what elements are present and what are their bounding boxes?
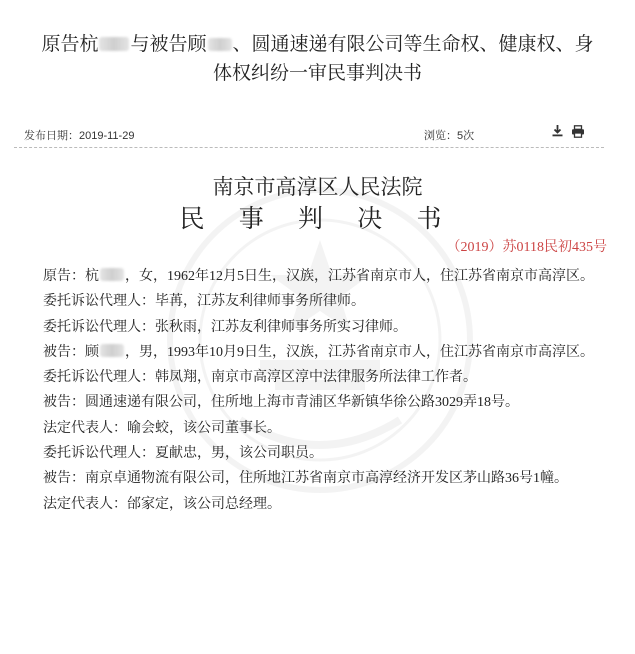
judgment-body: [12, 264, 604, 517]
paragraph: 被告：南京卓通物流有限公司，住所地江苏省南京市高淳经济开发区茅山路36号1幢。: [43, 471, 568, 487]
title-part: 、圆通速递有限公司等生命权、健康权、身: [232, 33, 594, 55]
document-title: [10, 30, 625, 88]
paragraph: 法定代表人：邰家定，该公司总经理。: [43, 496, 281, 512]
download-icon[interactable]: [551, 124, 564, 140]
paragraph: 被告：圆通速递有限公司，住所地上海市青浦区华新镇华徐公路3029弄18号。: [43, 395, 519, 411]
view-count: 浏览：5次: [424, 130, 475, 142]
print-icon[interactable]: [571, 125, 585, 138]
redacted-name: [99, 37, 129, 51]
meta-bar: [14, 124, 604, 144]
paragraph: 被告：顾 ，男，1993年10月9日生，汉族，江苏省南京市人，住江苏省南京市高淳区。: [43, 344, 594, 360]
paragraph: 法定代表人：喻会蛟，该公司董事长。: [43, 420, 281, 436]
publish-date: 发布日期：2019-11-29: [24, 130, 135, 142]
redacted-name: [100, 268, 124, 281]
title-line-2: 体权纠纷一审民事判决书: [212, 62, 422, 84]
court-name: 南京市高淳区人民法院: [212, 175, 423, 199]
title-part: 与被告顾: [130, 33, 207, 55]
paragraph: 委托诉讼代理人：张秋雨，江苏友利律师事务所实习律师。: [43, 319, 407, 335]
divider: [14, 147, 604, 148]
paragraph: 委托诉讼代理人：毕苒，江苏友利律师事务所律师。: [43, 294, 365, 310]
paragraph: 委托诉讼代理人：韩凤翔，南京市高淳区淳中法律服务所法律工作者。: [43, 370, 477, 386]
redacted-name: [100, 344, 124, 357]
paragraph: 委托诉讼代理人：夏献忠，男，该公司职员。: [43, 446, 323, 462]
title-part: 原告杭: [41, 33, 99, 55]
redacted-name: [208, 38, 232, 51]
case-number: （2019）苏0118民初435号: [446, 240, 607, 255]
paragraph: 原告：杭 ，女，1962年12月5日生，汉族，江苏省南京市人，住江苏省南京市高淳区。: [43, 269, 594, 284]
document-type: 民 事 判 决 书: [179, 206, 456, 233]
